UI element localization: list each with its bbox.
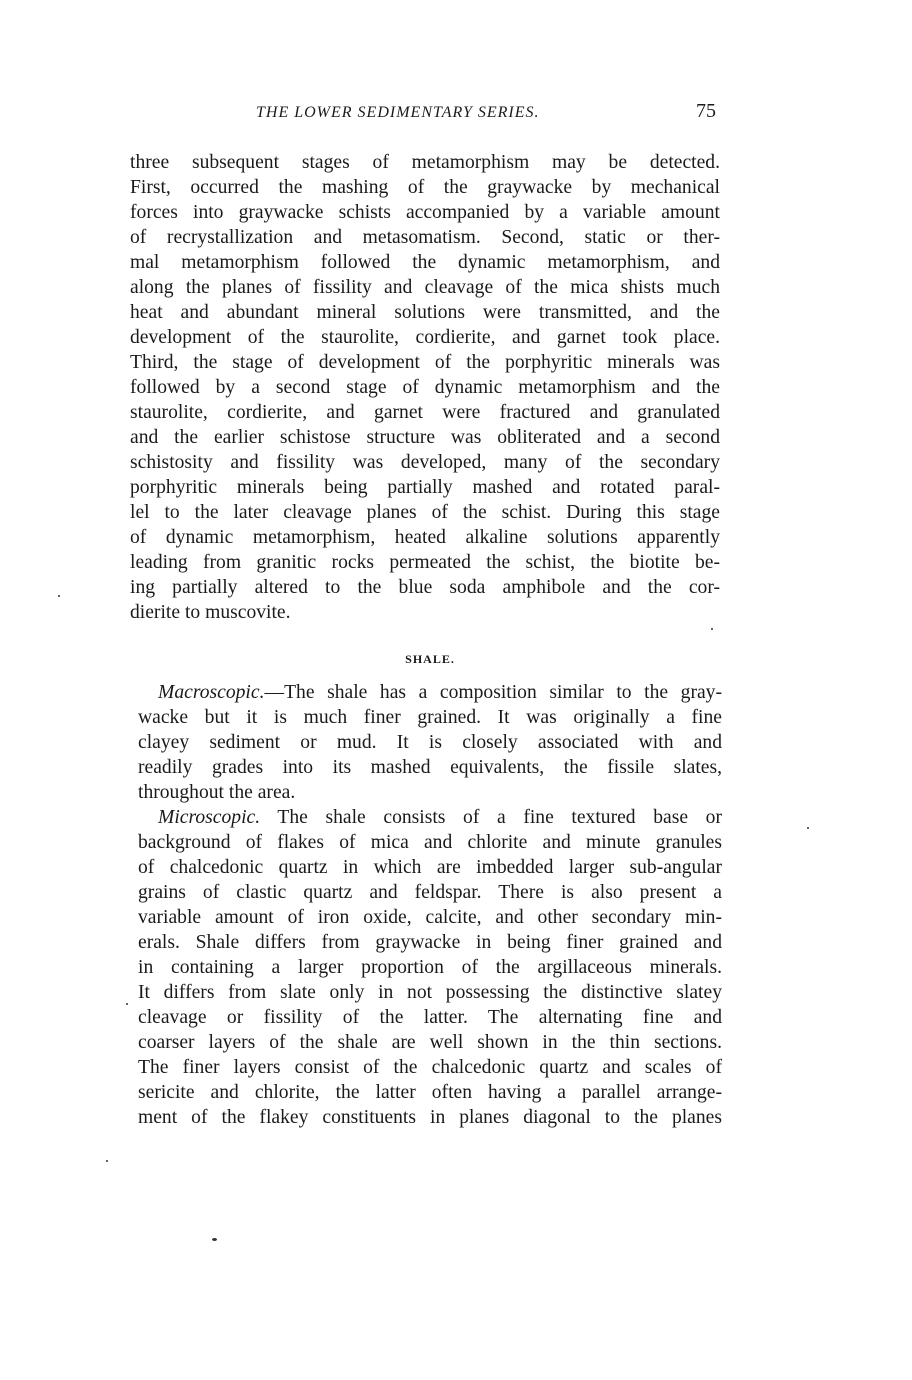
ink-speck: [106, 1160, 108, 1162]
paragraph-metamorphism: [130, 150, 720, 625]
text-line: wacke but it is much finer grained. It was originally a fine: [138, 707, 722, 728]
text-line: [138, 680, 722, 705]
text-line: dierite to muscovite.: [130, 602, 291, 623]
text-run: —The shale has a composition similar to the gray-: [264, 682, 722, 703]
text-line: forces into graywacke schists accompanied by a variable amount: [130, 202, 720, 223]
text-line: [138, 805, 722, 830]
text-line: cleavage or fissility of the latter. The alternating fine and: [138, 1007, 722, 1028]
running-head: [256, 100, 716, 126]
text-line: sericite and chlorite, the latter often having a parallel arrange-: [138, 1082, 722, 1103]
text-line: and the earlier schistose structure was obliterated and a second: [130, 427, 720, 448]
text-line: It differs from slate only in not possessing the distinctive slatey: [138, 982, 722, 1003]
text-run: The shale consists of a fine textured base or: [260, 807, 722, 828]
text-line: three subsequent stages of metamorphism may be detected.: [130, 152, 720, 173]
text-line: throughout the area.: [138, 782, 296, 803]
text-line: schistosity and fissility was developed, many of the secondary: [130, 452, 720, 473]
paragraph-lead-microscopic: Microscopic.: [158, 807, 261, 828]
text-line: porphyritic minerals being partially mashed and rotated paral-: [130, 477, 720, 498]
ink-speck: [711, 628, 713, 630]
text-line: Third, the stage of development of the porphyritic minerals was: [130, 352, 720, 373]
text-line: staurolite, cordierite, and garnet were fractured and granulated: [130, 402, 720, 423]
text-line: First, occurred the mashing of the graywacke by mechanical: [130, 177, 720, 198]
text-line: mal metamorphism followed the dynamic metamorphism, and: [130, 252, 720, 273]
paragraph-lead-macroscopic: Macroscopic.: [158, 682, 265, 703]
text-line: along the planes of fissility and cleavage of the mica shists much: [130, 277, 720, 298]
text-line: lel to the later cleavage planes of the schist. During this stage: [130, 502, 720, 523]
text-line: followed by a second stage of dynamic metamorphism and the: [130, 377, 720, 398]
text-line: development of the staurolite, cordierite, and garnet took place.: [130, 327, 720, 348]
text-line: of chalcedonic quartz in which are imbedded larger sub-angular: [138, 857, 722, 878]
section-heading-shale: SHALE.: [405, 652, 455, 666]
shale-section-body: [138, 680, 722, 1130]
text-line: coarser layers of the shale are well shown in the thin sections.: [138, 1032, 722, 1053]
text-line: erals. Shale differs from graywacke in being finer grained and: [138, 932, 722, 953]
page-number: 75: [696, 100, 716, 122]
text-line: of dynamic metamorphism, heated alkaline solutions apparently: [130, 527, 720, 548]
ink-speck: [212, 1238, 217, 1241]
ink-speck: [807, 827, 809, 829]
text-line: heat and abundant mineral solutions were transmitted, and the: [130, 302, 720, 323]
text-line: of recrystallization and metasomatism. Second, static or ther-: [130, 227, 720, 248]
running-title: THE LOWER SEDIMENTARY SERIES.: [256, 104, 540, 121]
text-line: variable amount of iron oxide, calcite, and other secondary min-: [138, 907, 722, 928]
text-line: in containing a larger proportion of the argillaceous minerals.: [138, 957, 722, 978]
text-line: The finer layers consist of the chalcedonic quartz and scales of: [138, 1057, 722, 1078]
text-line: clayey sediment or mud. It is closely associated with and: [138, 732, 722, 753]
text-line: grains of clastic quartz and feldspar. There is also present a: [138, 882, 722, 903]
text-line: leading from granitic rocks permeated the schist, the biotite be-: [130, 552, 720, 573]
ink-speck: [58, 595, 60, 597]
text-line: background of flakes of mica and chlorite and minute granules: [138, 832, 722, 853]
text-line: readily grades into its mashed equivalents, the fissile slates,: [138, 757, 722, 778]
text-line: ing partially altered to the blue soda amphibole and the cor-: [130, 577, 720, 598]
ink-speck: [126, 1003, 128, 1005]
text-line: ment of the flakey constituents in planes diagonal to the planes: [138, 1107, 722, 1128]
